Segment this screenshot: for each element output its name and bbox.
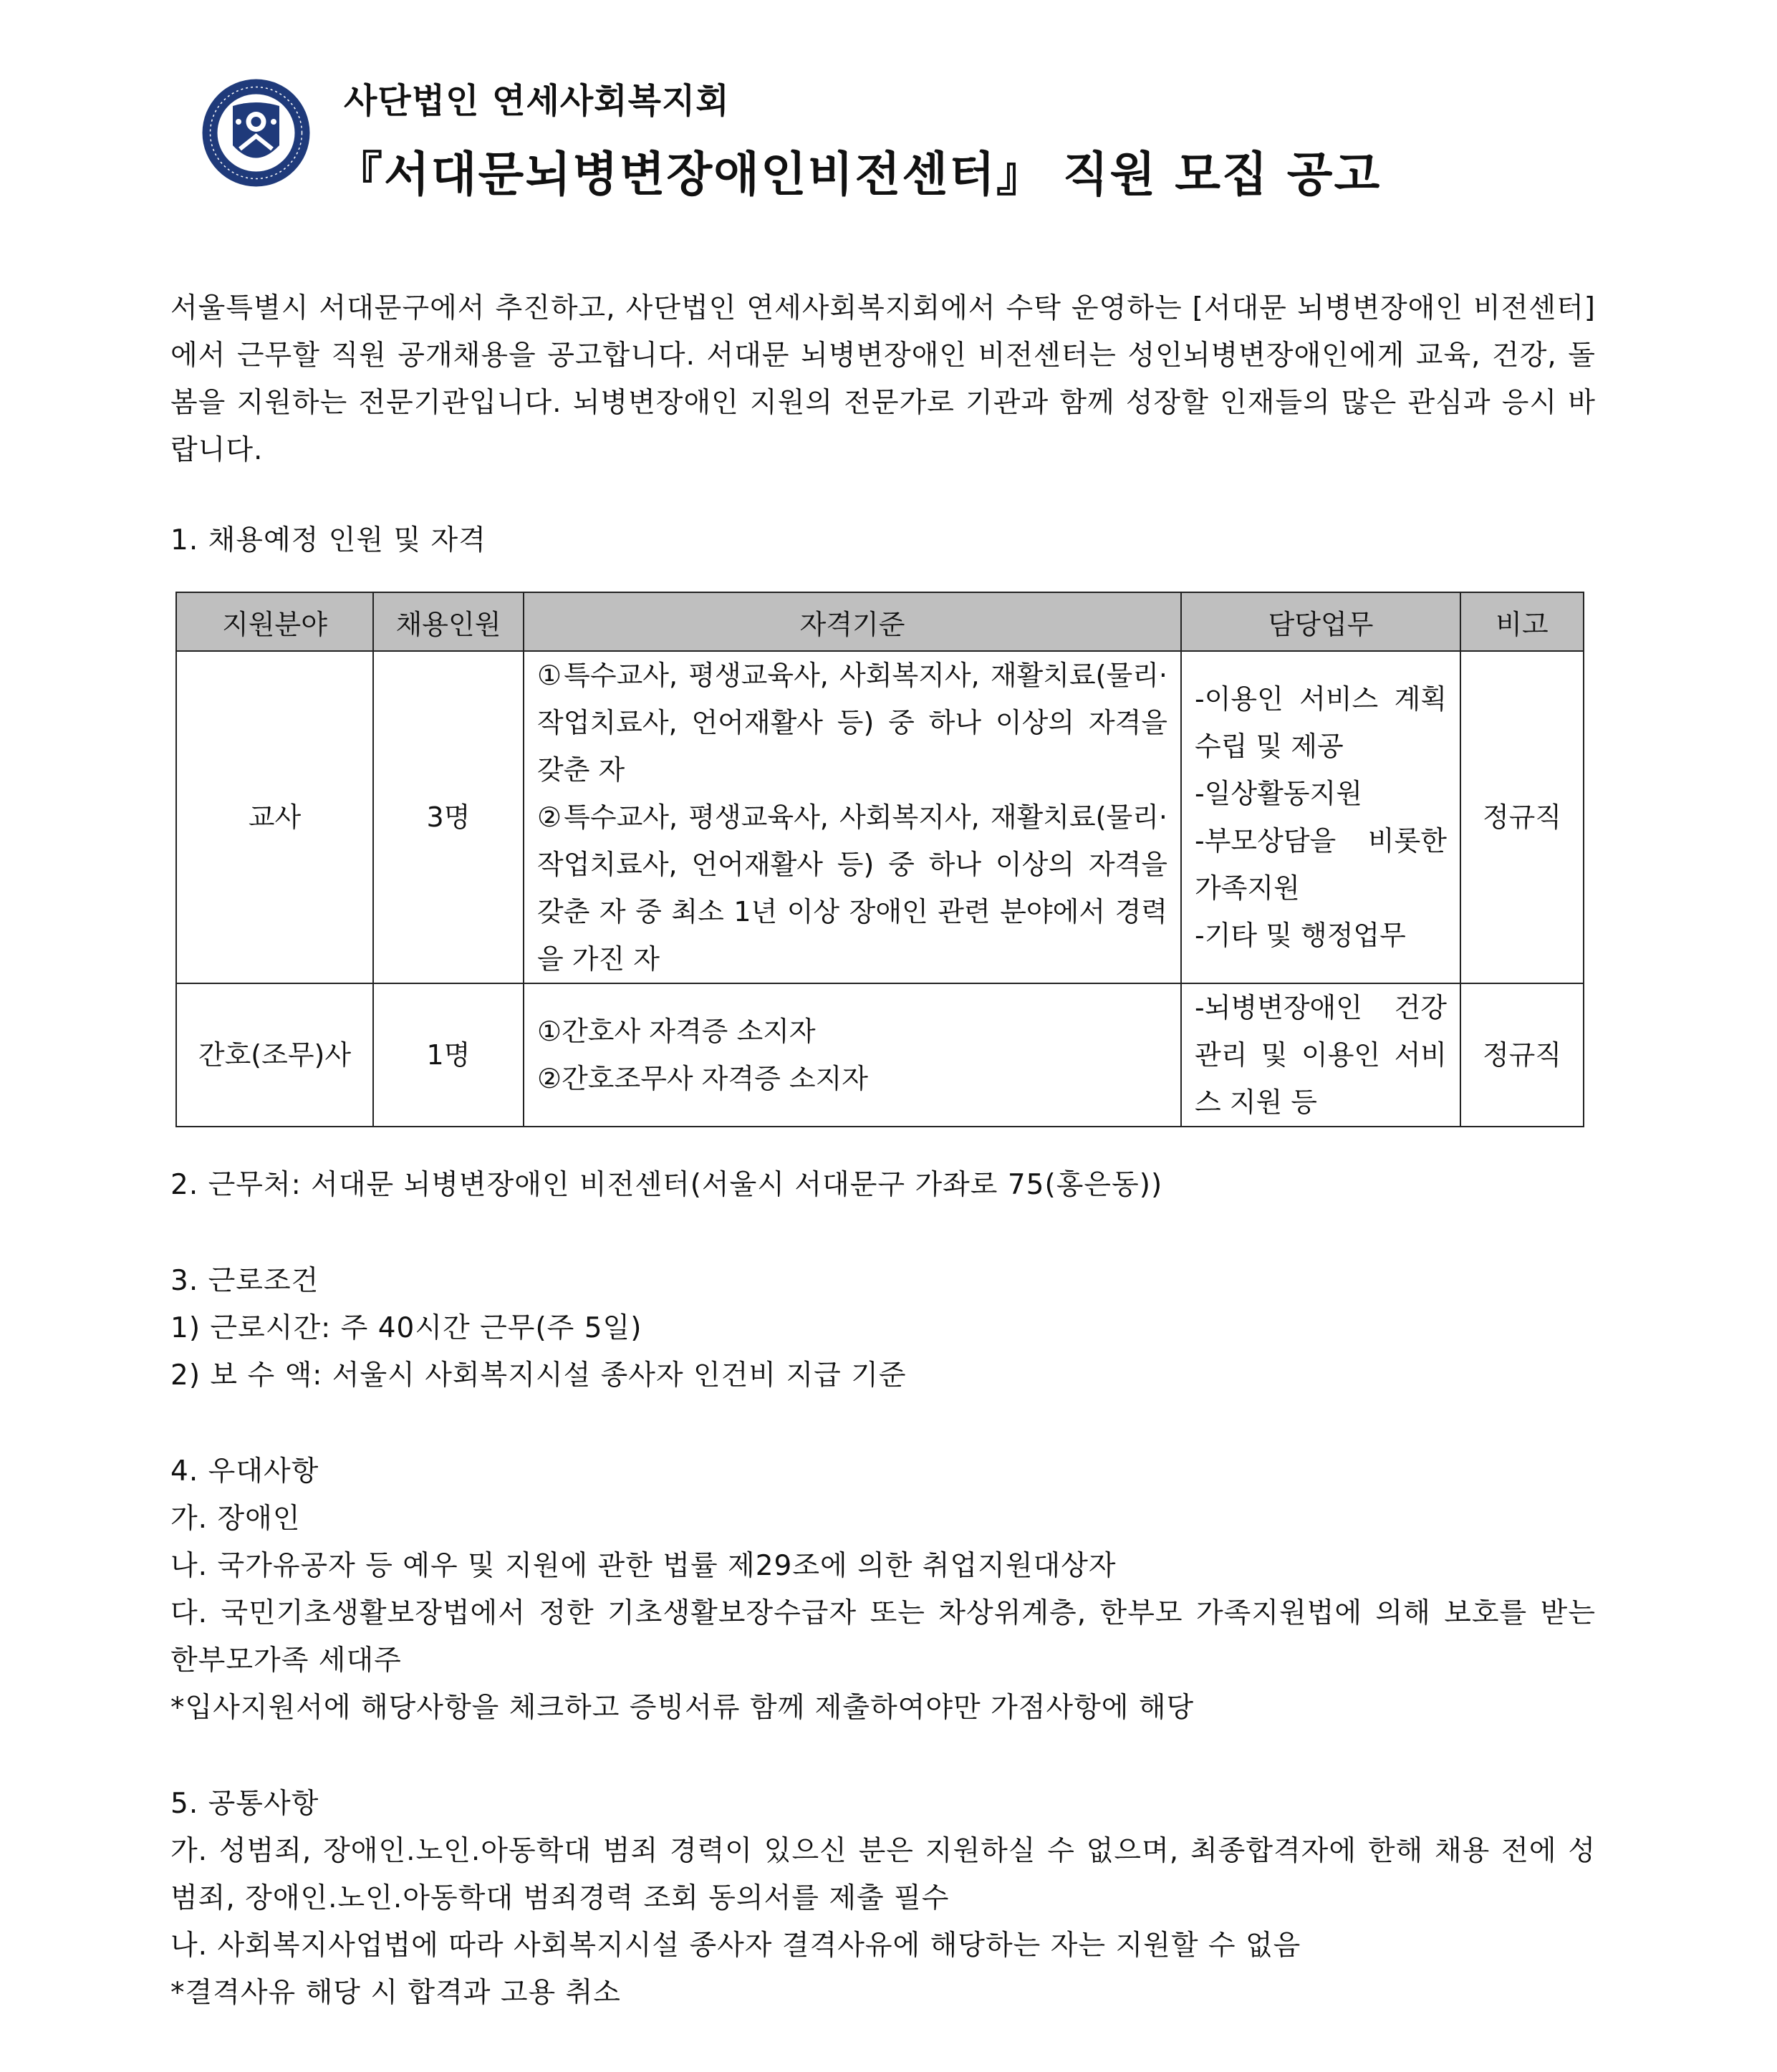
table-header-row bbox=[176, 592, 1584, 651]
duty-item: -이용인 서비스 계획 수립 및 제공 bbox=[1195, 683, 1447, 762]
section2-workplace: 2. 근무처: 서대문 뇌병변장애인 비전센터(서울시 서대문구 가좌로 75(홍은동)) bbox=[170, 1169, 1163, 1201]
field-cell: 간호(조무)사 bbox=[176, 983, 373, 1127]
section5-item: 나. 사회복지사업법에 따라 사회복지시설 종사자 결격사유에 해당하는 자는 지원할 수 없음 bbox=[170, 1929, 1301, 1962]
criteria-cell bbox=[524, 651, 1181, 983]
table-row bbox=[176, 651, 1584, 983]
field-cell: 교사 bbox=[176, 651, 373, 983]
organization-logo bbox=[201, 77, 312, 188]
criteria-item: ②간호조무사 자격증 소지자 bbox=[537, 1063, 869, 1094]
criteria-cell bbox=[524, 983, 1181, 1127]
section5-note: *결격사유 해당 시 합격과 고용 취소 bbox=[170, 1977, 621, 2009]
duty-item: -뇌병변장애인 건강관리 및 이용인 서비스 지원 등 bbox=[1195, 992, 1447, 1118]
section4-item: 다. 국민기초생활보장법에서 정한 기초생활보장수급자 또는 차상위계층, 한부모 가족지원법에 의해 보호를 받는 한부모가족 세대주 bbox=[170, 1597, 1596, 1677]
duty-item: -기타 및 행정업무 bbox=[1195, 920, 1406, 951]
section5-heading: 5. 공통사항 bbox=[170, 1788, 319, 1820]
section4-item: 나. 국가유공자 등 예우 및 지원에 관한 법률 제29조에 의한 취업지원대상자 bbox=[170, 1550, 1117, 1582]
section4-note: *입사지원서에 해당사항을 체크하고 증빙서류 함께 제출하여야만 가점사항에 해당 bbox=[170, 1692, 1195, 1724]
criteria-item: ①간호사 자격증 소지자 bbox=[537, 1016, 816, 1047]
section5-item: 가. 성범죄, 장애인.노인.아동학대 범죄 경력이 있으신 분은 지원하실 수 없으며, 최종합격자에 한해 채용 전에 성범죄, 장애인.노인.아동학대 범죄경력 조회 동의서를 제출 필수 bbox=[170, 1835, 1596, 1914]
note-cell: 정규직 bbox=[1460, 983, 1584, 1127]
section4-heading: 4. 우대사항 bbox=[170, 1455, 319, 1488]
intro-paragraph: 서울특별시 서대문구에서 추진하고, 사단법인 연세사회복지회에서 수탁 운영하는 [서대문 뇌병변장애인 비전센터]에서 근무할 직원 공개채용을 공고합니다. 서대문 뇌병변장애인 비전센터는 성인뇌병변장애인에게 교육, 건강, 돌봄을 지원하는 전문기관입니다. 뇌병변장애인 지원의 전문가로 기관과 함께 성장할 인재들의 많은 관심과 응시 바랍니다. bbox=[170, 292, 1596, 466]
section3-item: 1) 근로시간: 주 40시간 근무(주 5일) bbox=[170, 1312, 642, 1344]
count-cell: 1명 bbox=[373, 983, 524, 1127]
duties-cell bbox=[1181, 651, 1460, 983]
criteria-item: ①특수교사, 평생교육사, 사회복지사, 재활치료(물리·작업치료사, 언어재활사 등) 중 하나 이상의 자격을 갖춘 자 bbox=[537, 660, 1167, 786]
section1-heading: 1. 채용예정 인원 및 자격 bbox=[170, 524, 486, 556]
column-header: 자격기준 bbox=[524, 592, 1181, 651]
column-header: 채용인원 bbox=[373, 592, 524, 651]
page-title: 『서대문뇌병변장애인비전센터』 직원 모집 공고 bbox=[335, 147, 1382, 202]
organization-name: 사단법인 연세사회복지회 bbox=[344, 81, 730, 121]
note-cell: 정규직 bbox=[1460, 651, 1584, 983]
count-cell: 3명 bbox=[373, 651, 524, 983]
table-row bbox=[176, 983, 1584, 1127]
column-header: 지원분야 bbox=[176, 592, 373, 651]
section3-item: 2) 보 수 액: 서울시 사회복지시설 종사자 인건비 지급 기준 bbox=[170, 1359, 907, 1392]
column-header: 비고 bbox=[1460, 592, 1584, 651]
column-header: 담당업무 bbox=[1181, 592, 1460, 651]
duty-item: -부모상담을 비롯한 가족지원 bbox=[1195, 825, 1447, 904]
duty-item: -일상활동지원 bbox=[1195, 778, 1362, 809]
requirements-table bbox=[175, 592, 1584, 1127]
criteria-item: ②특수교사, 평생교육사, 사회복지사, 재활치료(물리·작업치료사, 언어재활사 등) 중 하나 이상의 자격을 갖춘 자 중 최소 1년 이상 장애인 관련 분야에서 경력을 가진 자 bbox=[537, 801, 1167, 975]
section4-item: 가. 장애인 bbox=[170, 1503, 301, 1535]
duties-cell bbox=[1181, 983, 1460, 1127]
section3-heading: 3. 근로조건 bbox=[170, 1265, 319, 1297]
